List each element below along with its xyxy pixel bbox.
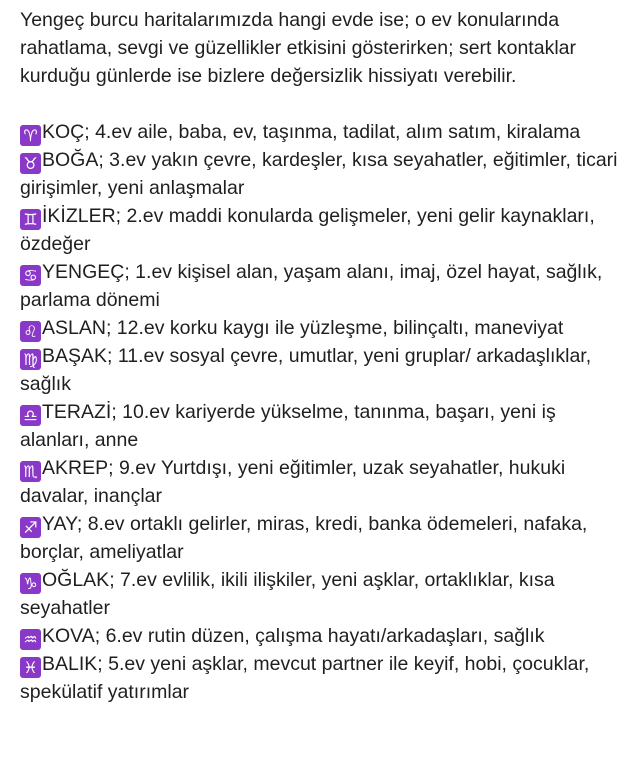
sign-entry-oglak (20, 566, 622, 622)
aquarius-icon: ♒ (20, 629, 41, 650)
cancer-icon: ♋ (20, 265, 41, 286)
sign-entry-basak (20, 342, 622, 398)
sign-entry-ikizler (20, 202, 622, 258)
sign-text: KOÇ; 4.ev aile, baba, ev, taşınma, tadilat, alım satım, kiralama (42, 121, 581, 143)
sign-text: OĞLAK; 7.ev evlilik, ikili ilişkiler, yeni aşklar, ortaklıklar, kısa seyahatler (20, 569, 555, 619)
sign-entry-terazi (20, 398, 622, 454)
intro-paragraph: Yengeç burcu haritalarımızda hangi evde ise; o ev konularında rahatlama, sevgi ve güzellikler etkisini gösterirken; sert kontaklar kurduğu günlerde ise bizlere değersizlik hissiyatı verebilir. (20, 9, 576, 87)
capricorn-icon: ♑ (20, 573, 41, 594)
sign-text: İKİZLER; 2.ev maddi konularda gelişmeler, yeni gelir kaynakları, özdeğer (20, 205, 595, 255)
sign-text: YENGEÇ; 1.ev kişisel alan, yaşam alanı, imaj, özel hayat, sağlık, parlama dönemi (20, 261, 603, 311)
sign-entry-boga (20, 146, 622, 202)
sign-entry-aslan (20, 314, 622, 342)
sign-entry-balik (20, 650, 622, 706)
sign-text: KOVA; 6.ev rutin düzen, çalışma hayatı/arkadaşları, sağlık (42, 625, 545, 647)
sign-text: BALIK; 5.ev yeni aşklar, mevcut partner ile keyif, hobi, çocuklar, spekülatif yatırımlar (20, 653, 590, 703)
sign-text: TERAZİ; 10.ev kariyerde yükselme, tanınma, başarı, yeni iş alanları, anne (20, 401, 556, 451)
sign-text: YAY; 8.ev ortaklı gelirler, miras, kredi, banka ödemeleri, nafaka, borçlar, ameliyatlar (20, 513, 588, 563)
sign-entry-koc (20, 118, 622, 146)
gemini-icon: ♊ (20, 209, 41, 230)
virgo-icon: ♍ (20, 349, 41, 370)
aries-icon: ♈ (20, 125, 41, 146)
libra-icon: ♎ (20, 405, 41, 426)
pisces-icon: ♓ (20, 657, 41, 678)
horoscope-text (20, 6, 622, 706)
sign-text: BAŞAK; 11.ev sosyal çevre, umutlar, yeni gruplar/ arkadaşlıklar, sağlık (20, 345, 592, 395)
sign-text: AKREP; 9.ev Yurtdışı, yeni eğitimler, uzak seyahatler, hukuki davalar, inançlar (20, 457, 566, 507)
taurus-icon: ♉ (20, 153, 41, 174)
sagittarius-icon: ♐ (20, 517, 41, 538)
sign-entry-akrep (20, 454, 622, 510)
leo-icon: ♌ (20, 321, 41, 342)
sign-entry-yengec (20, 258, 622, 314)
scorpio-icon: ♏ (20, 461, 41, 482)
sign-text: BOĞA; 3.ev yakın çevre, kardeşler, kısa seyahatler, eğitimler, ticari girişimler, yeni anlaşmalar (20, 149, 618, 199)
sign-text: ASLAN; 12.ev korku kaygı ile yüzleşme, bilinçaltı, maneviyat (42, 317, 564, 339)
sign-entry-kova (20, 622, 622, 650)
sign-entry-yay (20, 510, 622, 566)
